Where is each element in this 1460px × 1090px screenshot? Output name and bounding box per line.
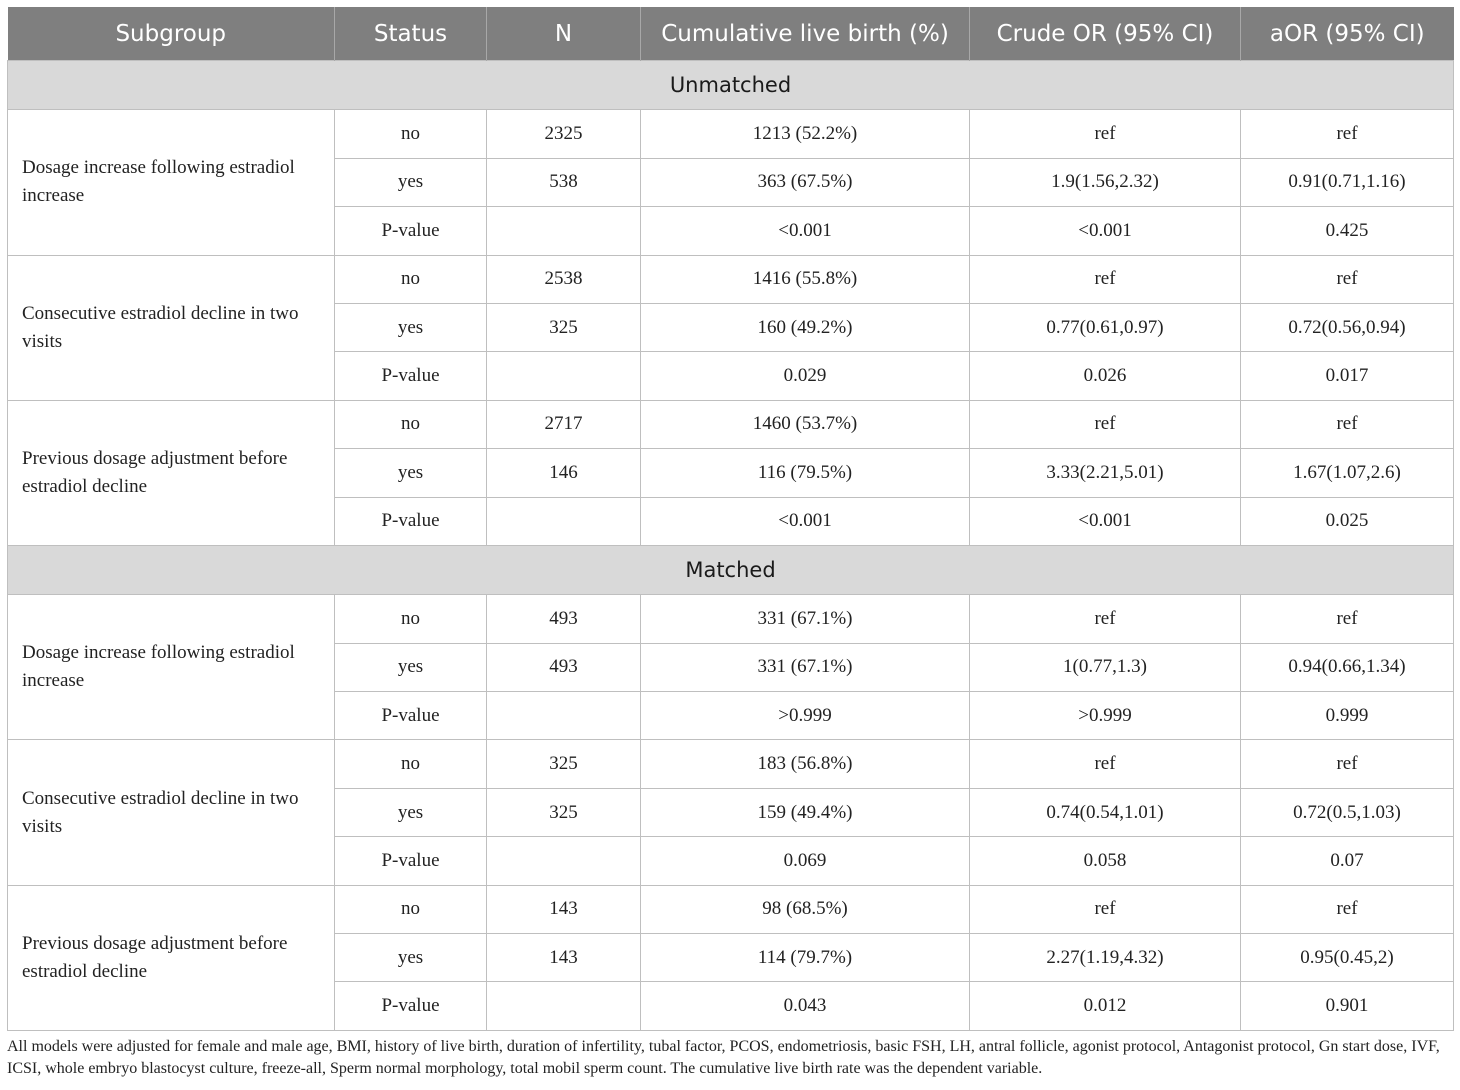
n-cell (487, 352, 641, 400)
header-subgroup: Subgroup (8, 7, 335, 61)
status-cell: yes (335, 303, 487, 351)
table-row (8, 740, 1454, 788)
status-cell: yes (335, 158, 487, 206)
crude-or-cell: 2.27(1.19,4.32) (970, 934, 1241, 982)
cumulative-live-birth-cell: 331 (67.1%) (641, 643, 970, 691)
cumulative-live-birth-cell: 160 (49.2%) (641, 303, 970, 351)
n-cell (487, 497, 641, 545)
header-crude-or: Crude OR (95% CI) (970, 7, 1241, 61)
table-row (8, 400, 1454, 448)
aor-cell: 0.72(0.5,1.03) (1241, 788, 1454, 836)
crude-or-cell: ref (970, 595, 1241, 643)
section-title: Matched (8, 545, 1454, 594)
aor-cell: 1.67(1.07,2.6) (1241, 449, 1454, 497)
status-cell: P-value (335, 207, 487, 255)
crude-or-cell: ref (970, 885, 1241, 933)
status-cell: yes (335, 449, 487, 497)
aor-cell: ref (1241, 740, 1454, 788)
aor-cell: ref (1241, 595, 1454, 643)
table-row (8, 885, 1454, 933)
aor-cell: 0.999 (1241, 692, 1454, 740)
n-cell: 325 (487, 788, 641, 836)
n-cell: 2717 (487, 400, 641, 448)
cumulative-live-birth-cell: >0.999 (641, 692, 970, 740)
aor-cell: 0.07 (1241, 837, 1454, 885)
n-cell: 325 (487, 740, 641, 788)
section-row (8, 61, 1454, 110)
n-cell: 493 (487, 595, 641, 643)
cumulative-live-birth-cell: 114 (79.7%) (641, 934, 970, 982)
subgroup-cell: Consecutive estradiol decline in two visits (8, 255, 335, 400)
crude-or-cell: 1.9(1.56,2.32) (970, 158, 1241, 206)
cumulative-live-birth-cell: 1460 (53.7%) (641, 400, 970, 448)
section-title: Unmatched (8, 61, 1454, 110)
header-cumulative-live-birth: Cumulative live birth (%) (641, 7, 970, 61)
status-cell: yes (335, 934, 487, 982)
cumulative-live-birth-cell: <0.001 (641, 207, 970, 255)
crude-or-cell: 0.77(0.61,0.97) (970, 303, 1241, 351)
crude-or-cell: ref (970, 740, 1241, 788)
header-row (8, 7, 1454, 61)
subgroup-cell: Dosage increase following estradiol increase (8, 595, 335, 740)
n-cell: 325 (487, 303, 641, 351)
aor-cell: 0.901 (1241, 982, 1454, 1030)
n-cell: 143 (487, 934, 641, 982)
crude-or-cell: <0.001 (970, 497, 1241, 545)
aor-cell: ref (1241, 400, 1454, 448)
aor-cell: ref (1241, 885, 1454, 933)
crude-or-cell: ref (970, 110, 1241, 158)
n-cell (487, 982, 641, 1030)
table-header (8, 7, 1454, 61)
cumulative-live-birth-cell: 331 (67.1%) (641, 595, 970, 643)
status-cell: no (335, 740, 487, 788)
crude-or-cell: 3.33(2.21,5.01) (970, 449, 1241, 497)
n-cell: 2325 (487, 110, 641, 158)
n-cell (487, 692, 641, 740)
n-cell: 146 (487, 449, 641, 497)
cumulative-live-birth-cell: 183 (56.8%) (641, 740, 970, 788)
status-cell: yes (335, 788, 487, 836)
subgroup-cell: Dosage increase following estradiol increase (8, 110, 335, 255)
crude-or-cell: 0.74(0.54,1.01) (970, 788, 1241, 836)
aor-cell: 0.91(0.71,1.16) (1241, 158, 1454, 206)
table-row (8, 255, 1454, 303)
crude-or-cell: ref (970, 255, 1241, 303)
status-cell: no (335, 110, 487, 158)
status-cell: no (335, 595, 487, 643)
cumulative-live-birth-cell: 1416 (55.8%) (641, 255, 970, 303)
subgroup-cell: Previous dosage adjustment before estradiol decline (8, 885, 335, 1030)
aor-cell: 0.025 (1241, 497, 1454, 545)
crude-or-cell: 0.058 (970, 837, 1241, 885)
status-cell: no (335, 885, 487, 933)
aor-cell: 0.72(0.56,0.94) (1241, 303, 1454, 351)
n-cell (487, 837, 641, 885)
crude-or-cell: <0.001 (970, 207, 1241, 255)
results-table-container (7, 7, 1453, 1031)
crude-or-cell: >0.999 (970, 692, 1241, 740)
crude-or-cell: 1(0.77,1.3) (970, 643, 1241, 691)
table-footnote: All models were adjusted for female and male age, BMI, history of live birth, duration of infertility, tubal factor, PCOS, endometriosis, basic FSH, LH, antral follicle, agonist protocol, Antagonist protocol, Gn start dose, IVF, ICSI, whole embryo blastocyst culture, freeze-all, Sperm normal morphology, total mobil sperm count. The cumulative live birth rate was the dependent variable. (7, 1038, 1440, 1077)
aor-cell: 0.017 (1241, 352, 1454, 400)
aor-cell: 0.95(0.45,2) (1241, 934, 1454, 982)
header-n: N (487, 7, 641, 61)
cumulative-live-birth-cell: 0.043 (641, 982, 970, 1030)
status-cell: P-value (335, 692, 487, 740)
crude-or-cell: 0.012 (970, 982, 1241, 1030)
cumulative-live-birth-cell: 1213 (52.2%) (641, 110, 970, 158)
aor-cell: 0.425 (1241, 207, 1454, 255)
status-cell: no (335, 400, 487, 448)
cumulative-live-birth-cell: 116 (79.5%) (641, 449, 970, 497)
status-cell: P-value (335, 982, 487, 1030)
n-cell: 143 (487, 885, 641, 933)
aor-cell: 0.94(0.66,1.34) (1241, 643, 1454, 691)
cumulative-live-birth-cell: 363 (67.5%) (641, 158, 970, 206)
n-cell: 2538 (487, 255, 641, 303)
results-table (7, 7, 1454, 1031)
table-body (8, 61, 1454, 1031)
header-aor: aOR (95% CI) (1241, 7, 1454, 61)
aor-cell: ref (1241, 110, 1454, 158)
table-row (8, 595, 1454, 643)
subgroup-cell: Consecutive estradiol decline in two visits (8, 740, 335, 885)
cumulative-live-birth-cell: 0.029 (641, 352, 970, 400)
subgroup-cell: Previous dosage adjustment before estradiol decline (8, 400, 335, 545)
cumulative-live-birth-cell: 98 (68.5%) (641, 885, 970, 933)
status-cell: P-value (335, 352, 487, 400)
cumulative-live-birth-cell: 0.069 (641, 837, 970, 885)
section-row (8, 545, 1454, 594)
cumulative-live-birth-cell: 159 (49.4%) (641, 788, 970, 836)
aor-cell: ref (1241, 255, 1454, 303)
crude-or-cell: 0.026 (970, 352, 1241, 400)
status-cell: no (335, 255, 487, 303)
header-status: Status (335, 7, 487, 61)
table-row (8, 110, 1454, 158)
status-cell: P-value (335, 837, 487, 885)
crude-or-cell: ref (970, 400, 1241, 448)
cumulative-live-birth-cell: <0.001 (641, 497, 970, 545)
status-cell: P-value (335, 497, 487, 545)
status-cell: yes (335, 643, 487, 691)
n-cell: 538 (487, 158, 641, 206)
n-cell: 493 (487, 643, 641, 691)
n-cell (487, 207, 641, 255)
